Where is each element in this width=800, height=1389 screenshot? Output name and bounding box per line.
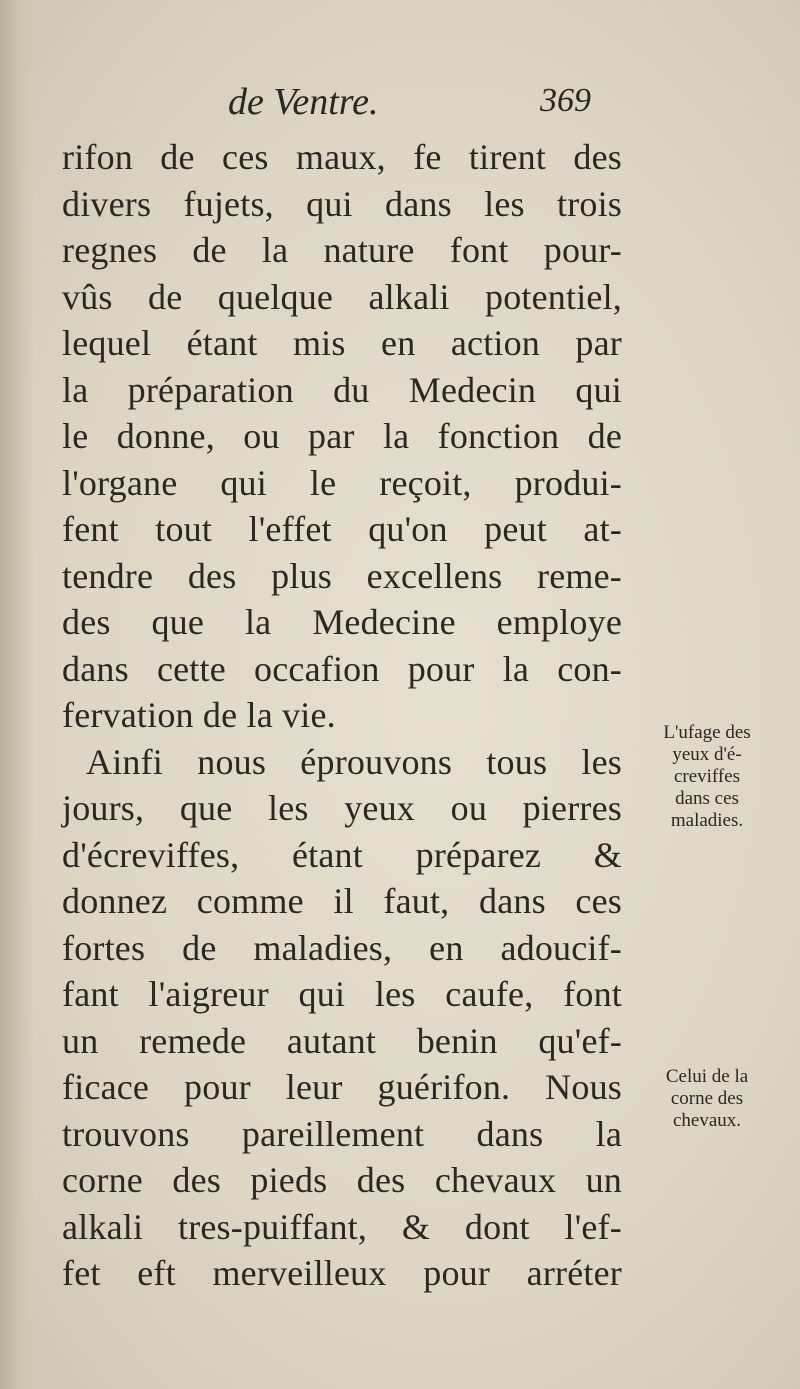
text-line: regnes de la nature font pour-	[62, 230, 622, 270]
text-line: l'organe qui le reçoit, produi-	[62, 462, 622, 503]
text-line: corne des pieds des chevaux un	[62, 1160, 622, 1200]
text-line: fent tout l'effet qu'on peut at-	[62, 509, 622, 549]
margin-note-line: maladies.	[670, 810, 744, 831]
margin-note-corne	[632, 1066, 782, 1132]
text-line: fet eft merveilleux pour arréter	[62, 1253, 622, 1293]
page-number: 369	[540, 82, 591, 119]
text-line: ficace pour leur guérifon. Nous	[62, 1067, 622, 1107]
text-line: divers fujets, qui dans les trois	[62, 183, 622, 224]
text-line: d'écreviffes, étant préparez &	[62, 834, 622, 875]
margin-note-line: Celui de la	[665, 1066, 749, 1087]
running-head: de Ventre.	[228, 81, 379, 123]
text-line: dans cette occafion pour la con-	[62, 648, 622, 689]
text-line: rifon de ces maux, fe tirent des	[62, 137, 622, 177]
margin-note-ecrevisses	[632, 722, 782, 832]
text-line: fortes de maladies, en adoucif-	[62, 927, 622, 968]
binding-gutter-shadow	[0, 0, 34, 1389]
margin-note-line: dans ces	[675, 788, 739, 809]
text-line: un remede autant benin qu'ef-	[62, 1020, 622, 1061]
margin-note-line: yeux d'é-	[672, 744, 742, 765]
text-line: lequel étant mis en action par	[62, 323, 622, 363]
text-line: donnez comme il faut, dans ces	[62, 881, 622, 921]
text-line: trouvons pareillement dans la	[62, 1113, 622, 1154]
text-line: tendre des plus excellens reme-	[62, 555, 622, 596]
body-text	[62, 134, 622, 1297]
text-line: fant l'aigreur qui les caufe, font	[62, 974, 622, 1014]
margin-note-line: chevaux.	[672, 1110, 742, 1131]
margin-note-line: corne des	[670, 1088, 744, 1109]
text-line: alkali tres-puiffant, & dont l'ef-	[62, 1206, 622, 1247]
text-line: le donne, ou par la fonction de	[62, 416, 622, 456]
page-header	[0, 80, 800, 130]
paragraph-start-line: Ainfi nous éprouvons tous les	[86, 741, 622, 782]
text-line: jours, que les yeux ou pierres	[62, 788, 622, 828]
text-line: la préparation du Medecin qui	[62, 369, 622, 410]
margin-note-line: L'ufage des	[663, 722, 751, 743]
margin-note-line: creviffes	[673, 766, 741, 787]
text-line: fervation de la vie.	[62, 695, 336, 735]
text-line: vûs de quelque alkali potentiel,	[62, 276, 622, 317]
text-line: des que la Medecine employe	[62, 602, 622, 642]
